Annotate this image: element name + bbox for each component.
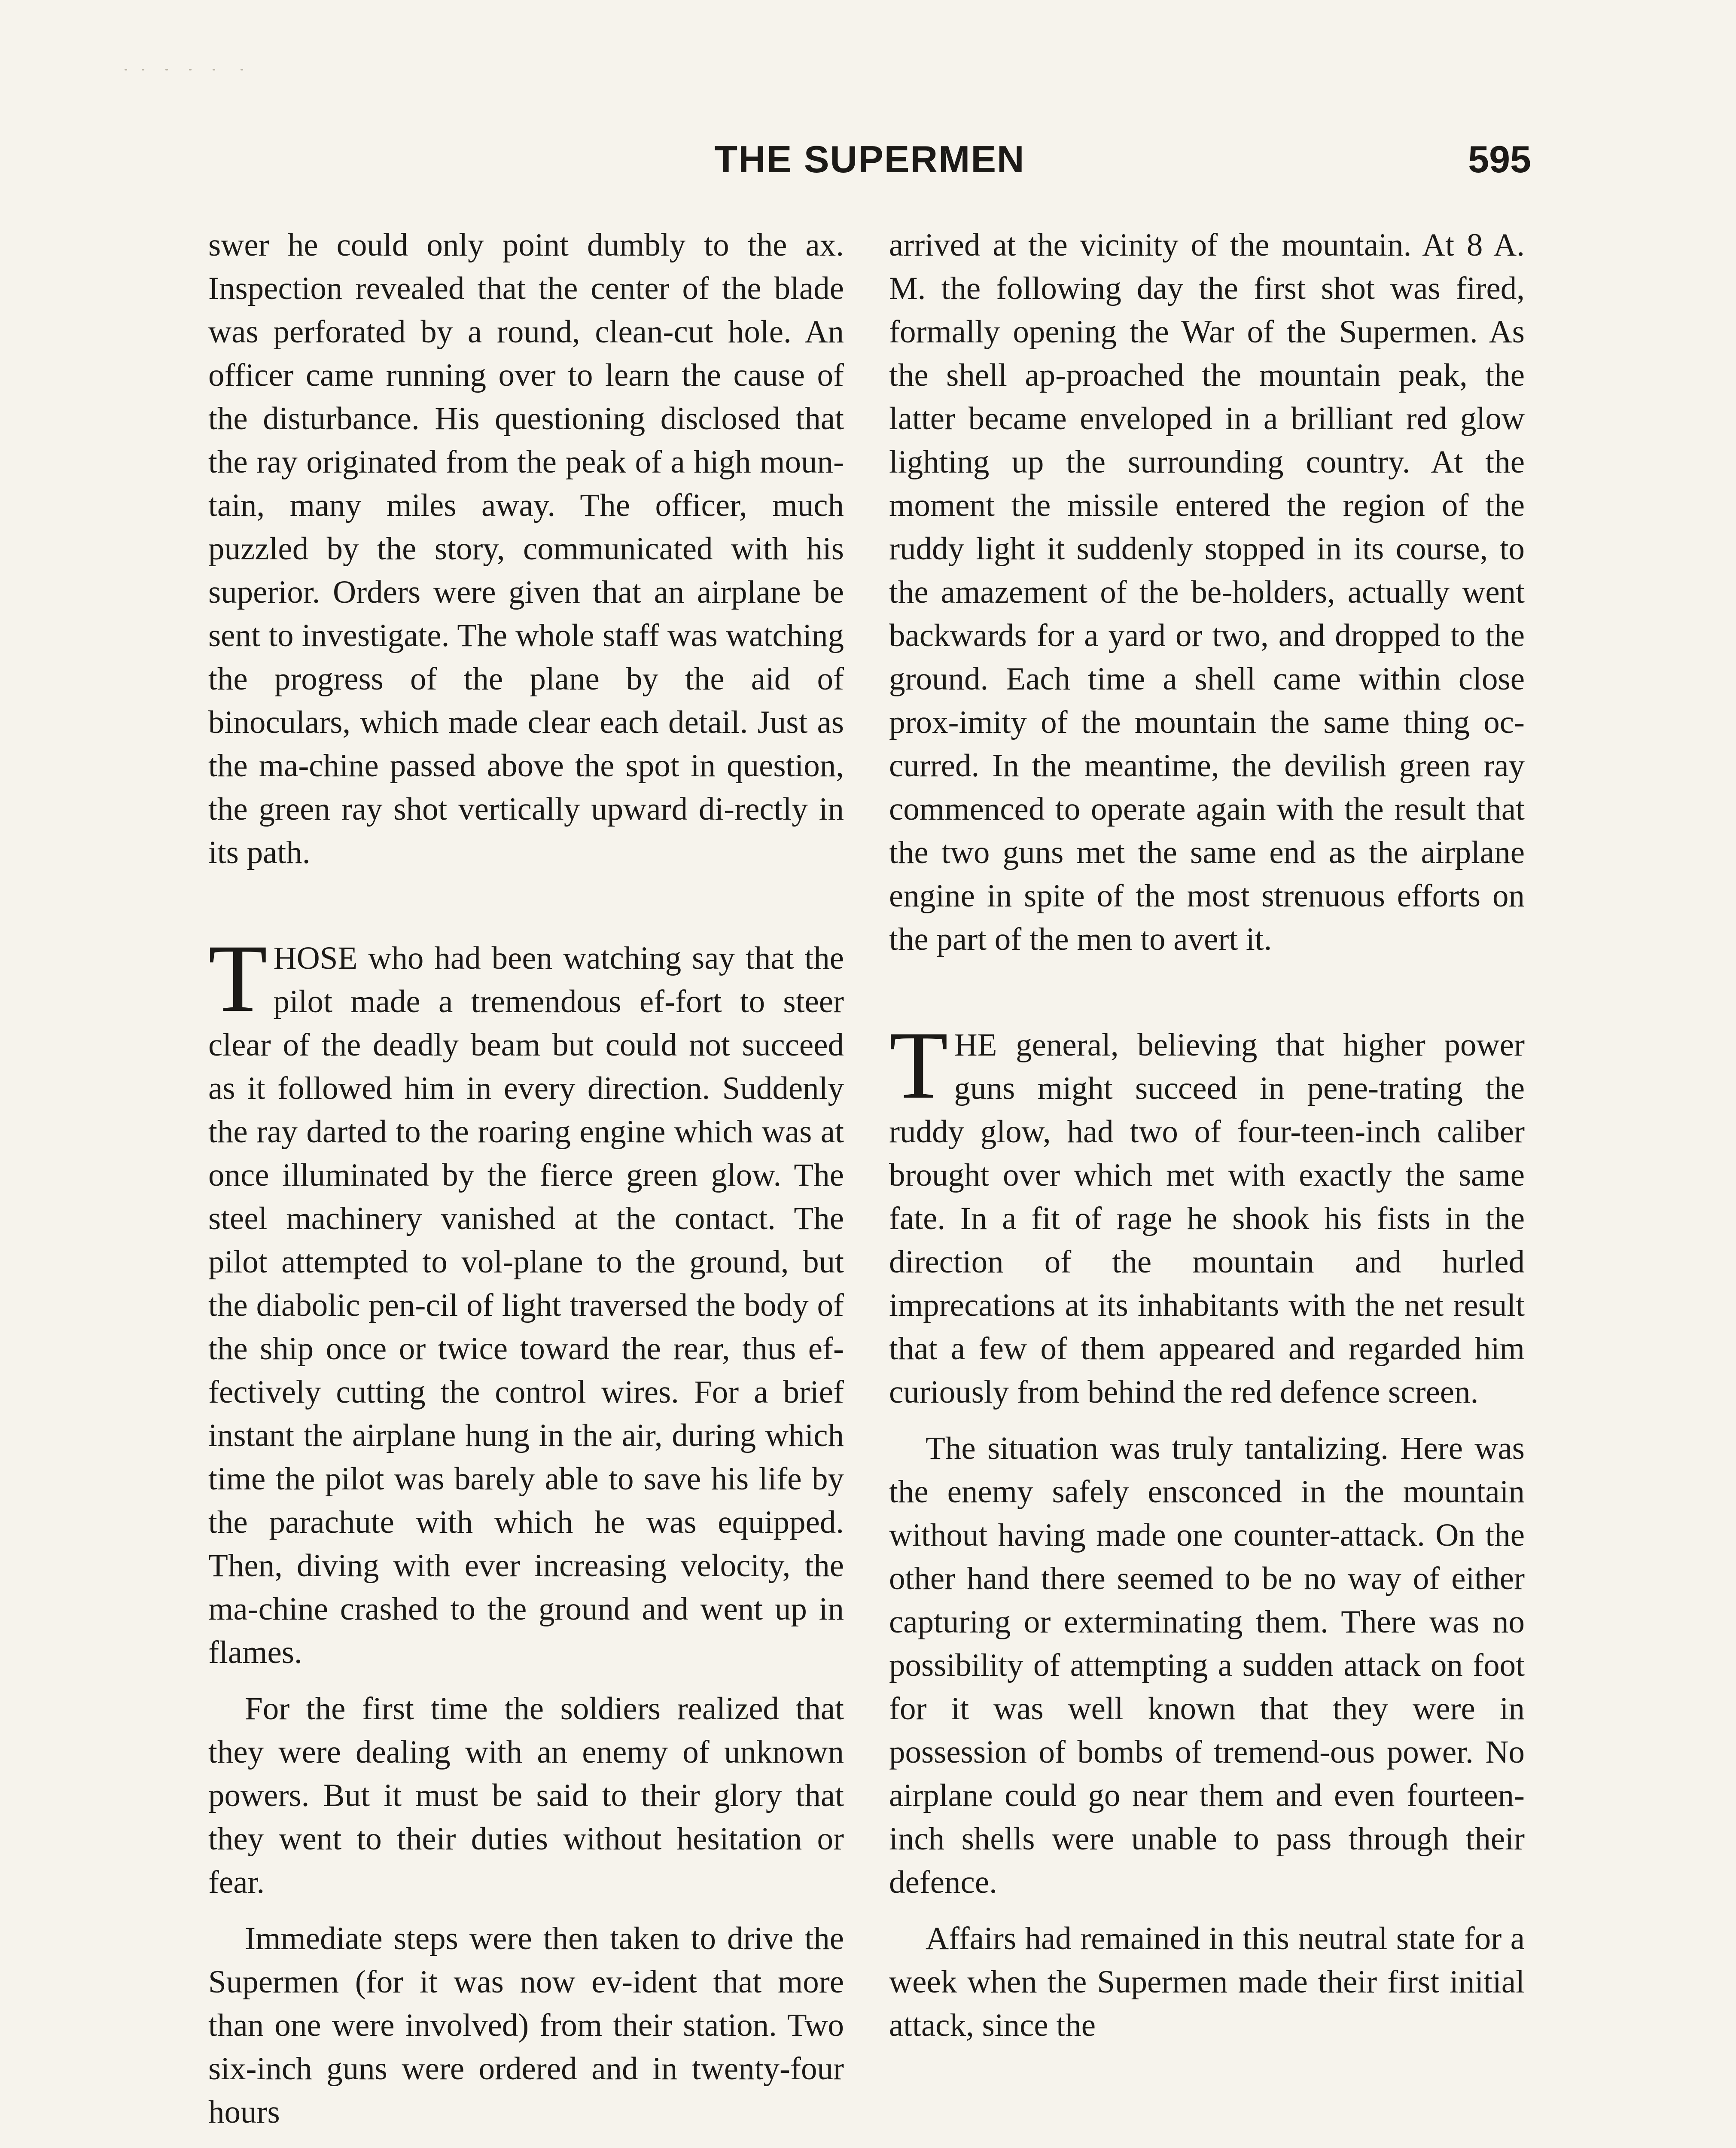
print-specks: [125, 69, 253, 71]
running-title: THE SUPERMEN: [714, 138, 1025, 180]
paragraph: Affairs had remained in this neutral state for a week when the Supermen made their first initial attack, since the: [889, 1921, 1525, 2043]
right-column: [889, 223, 1525, 2047]
drop-cap: T: [208, 924, 268, 1032]
page-number: 595: [1468, 138, 1531, 180]
paragraph: Immediate steps were then taken to drive the Supermen (for it was now ev-ident that more than one were involved) from their station. Two six-inch guns were ordered and in twenty-four hours: [208, 1921, 844, 2130]
paragraph: The situation was truly tantalizing. Here was the enemy safely ensconced in the mountain without having made one counter-attack. On the other hand there seemed to be no way of either capturing or exterminating them. There was no possibility of attempting a sudden attack on foot for it was well known that they were in possession of bombs of tremend-ous power. No airplane could go near them and even fourteen-inch shells were unable to pass through their defence.: [889, 1431, 1525, 1900]
left-column: [208, 223, 844, 2134]
paragraph-text: HOSE who had been watching say that the pilot made a tremendous ef-fort to steer clear of the deadly beam but could not succeed as it followed him in every direction. Suddenly the ray darted to the roaring engine which was at once illuminated by the fierce green glow. The steel machinery vanished at the contact. The pilot attempted to vol-plane to the ground, but the diabolic pen-cil of light traversed the body of the ship once or twice toward the rear, thus ef-fectively cutting the control wires. For a brief instant the airplane hung in the air, during which time the pilot was barely able to save his life by the parachute with which he was equipped. Then, diving with ever increasing velocity, the ma-chine crashed to the ground and went up in flames.: [208, 940, 844, 1670]
paragraph: For the first time the soldiers realized that they were dealing with an enemy of unknown powers. But it must be said to their glory that they went to their duties without hesitation or fear.: [208, 1691, 844, 1900]
paragraph-text: HE general, believing that higher power guns might succeed in pene-trating the ruddy glow, had two of four-teen-inch caliber brought over which met with exactly the same fate. In a fit of rage he shook his fists in the direction of the mountain and hurled imprecations at its inhabitants with the net result that a few of them appeared and regarded him curiously from behind the red defence screen.: [889, 1027, 1525, 1410]
paragraph: swer he could only point dumbly to the ax. Inspection revealed that the center of the blade was perforated by a round, clean-cut hole. An officer came running over to learn the cause of the disturbance. His questioning disclosed that the ray originated from the peak of a high moun-tain, many miles away. The officer, much puzzled by the story, communicated with his superior. Orders were given that an airplane be sent to investigate. The whole staff was watching the progress of the plane by the aid of binoculars, which made clear each detail. Just as the ma-chine passed above the spot in question, the green ray shot vertically upward di-rectly in its path.: [208, 227, 844, 870]
paragraph: arrived at the vicinity of the mountain. At 8 A. M. the following day the first shot was fired, formally opening the War of the Supermen. As the shell ap-proached the mountain peak, the latter became enveloped in a brilliant red glow lighting up the surrounding country. At the moment the missile entered the region of the ruddy light it suddenly stopped in its course, to the amazement of the be-holders, actually went backwards for a yard or two, and dropped to the ground. Each time a shell came within close prox-imity of the mountain the same thing oc-curred. In the meantime, the devilish green ray commenced to operate again with the result that the two guns met the same end as the airplane engine in spite of the most strenuous efforts on the part of the men to avert it.: [889, 227, 1525, 957]
running-header: [208, 137, 1531, 189]
drop-cap: T: [889, 1011, 948, 1119]
paragraph-with-dropcap: [889, 1011, 1525, 1414]
paragraph-with-dropcap: [208, 924, 844, 1674]
